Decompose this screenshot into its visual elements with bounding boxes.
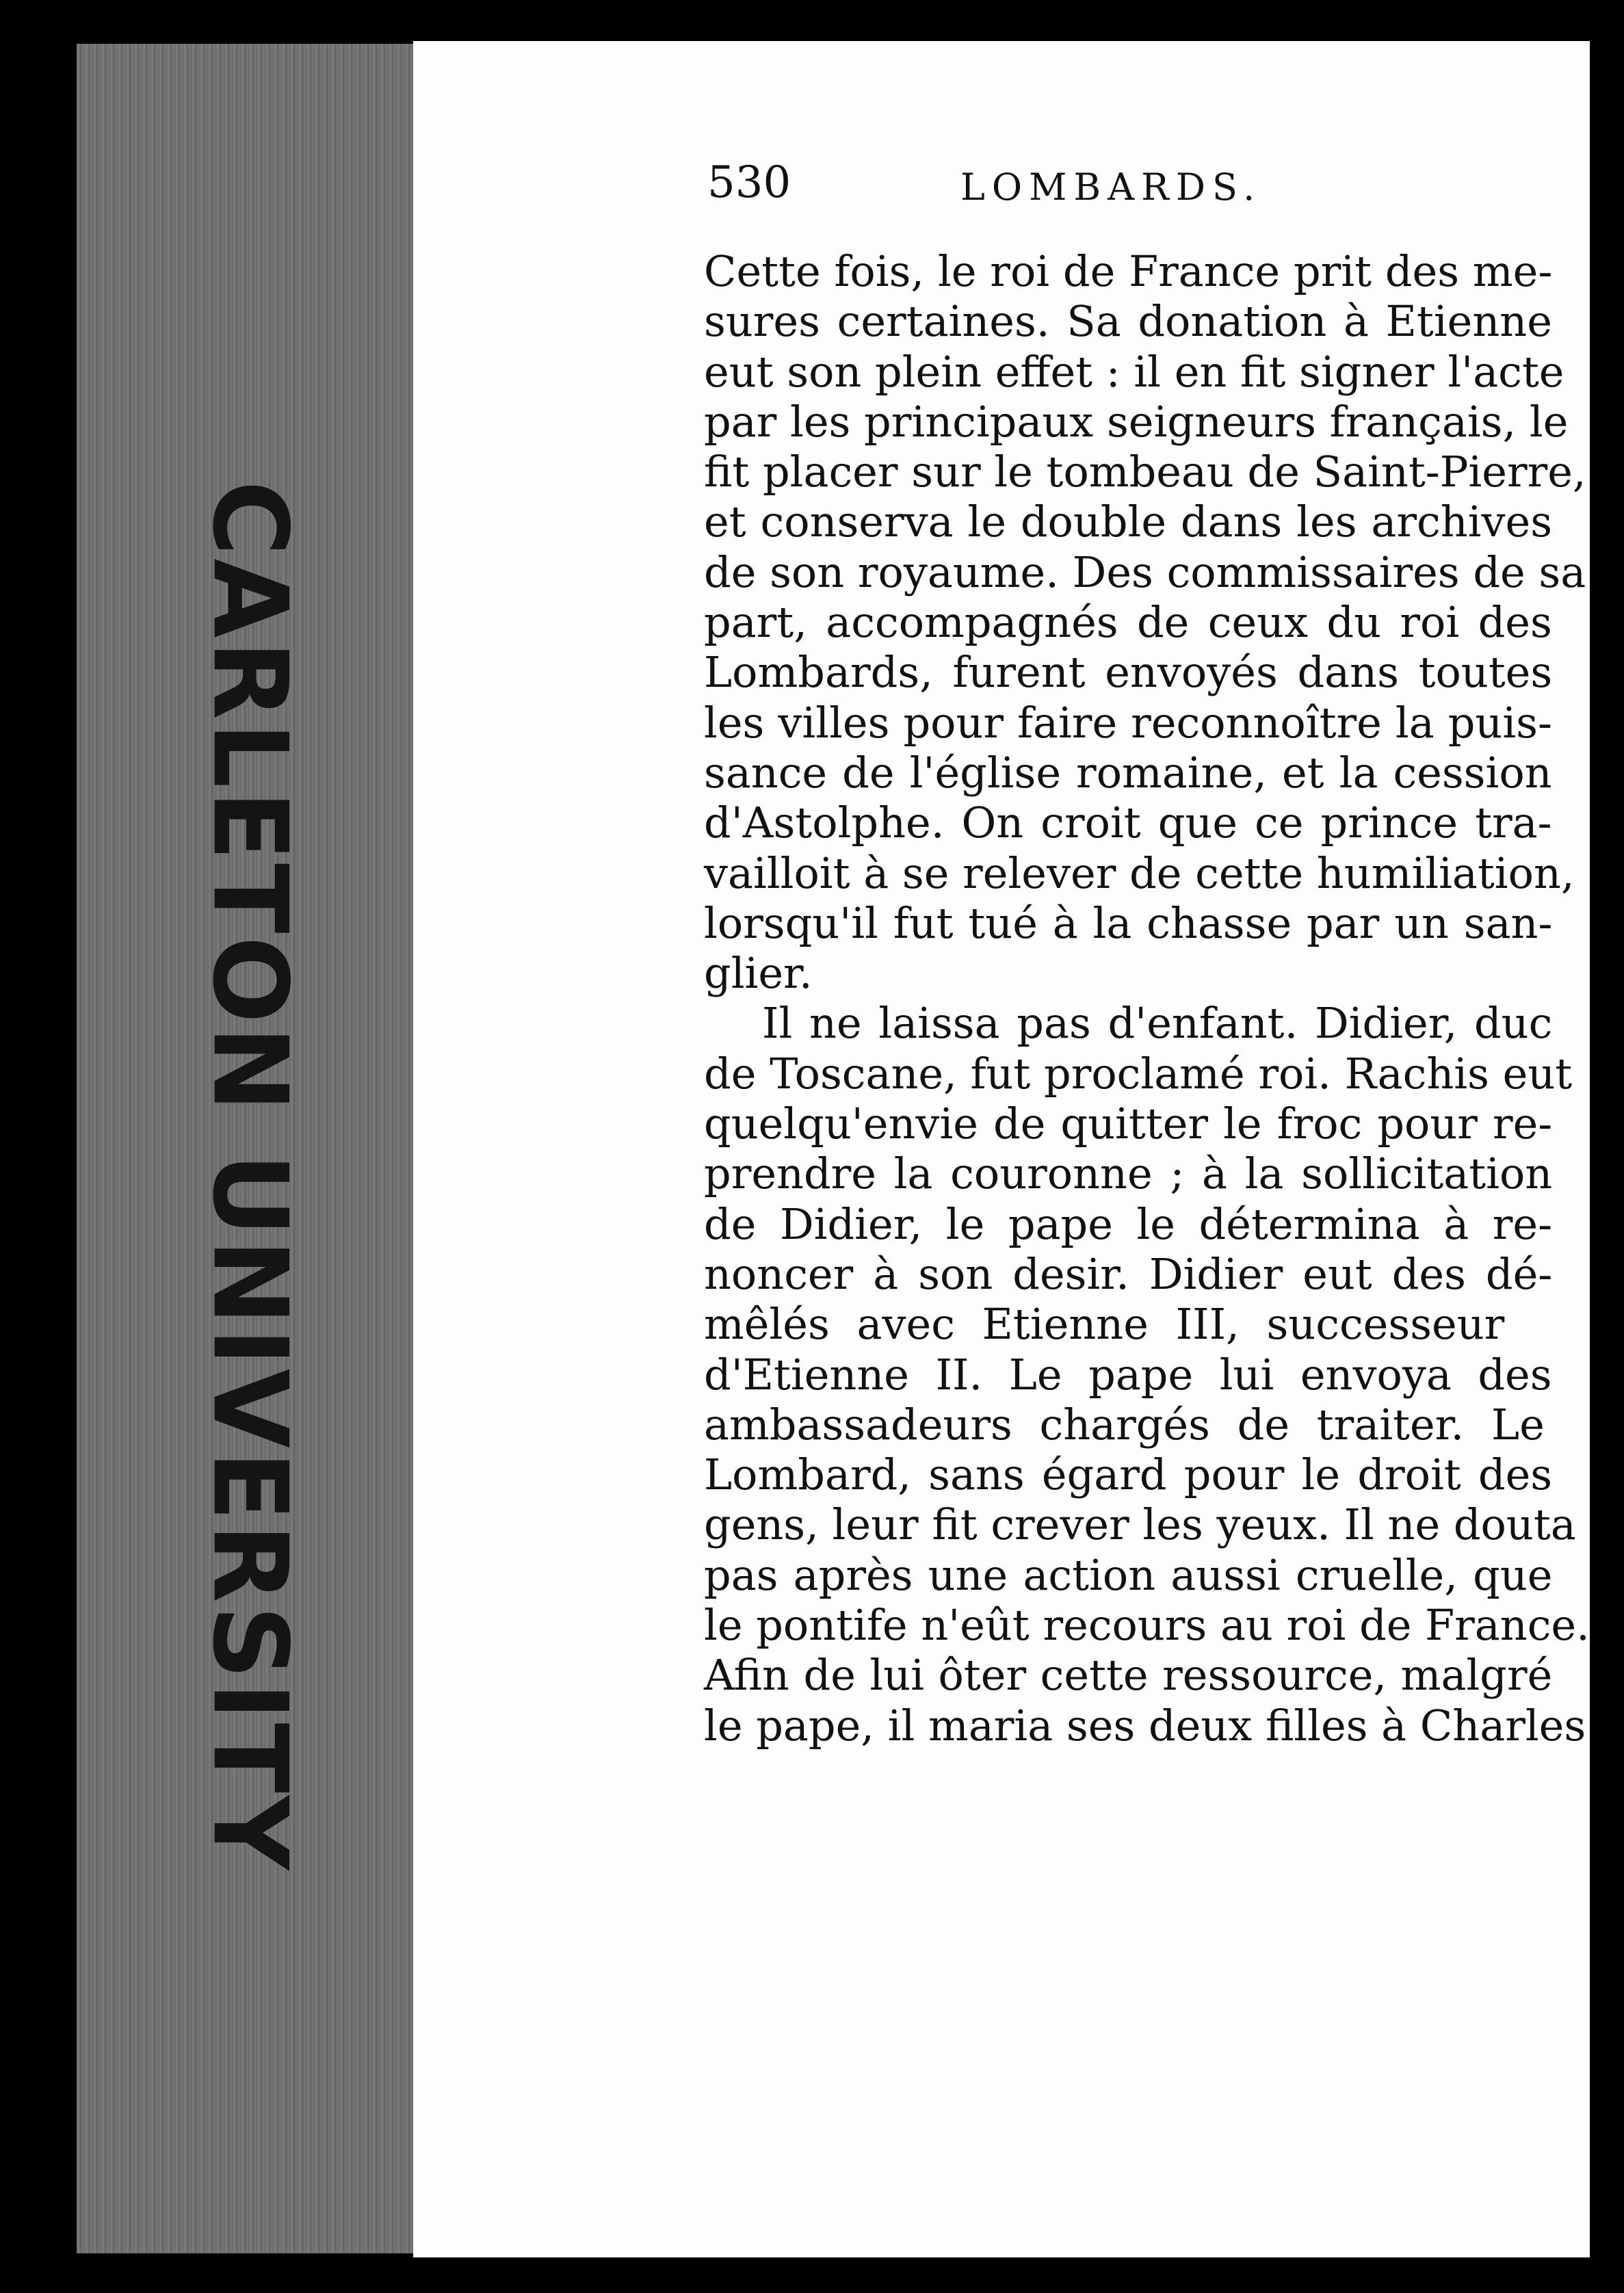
text-line: prendre la couronne ; à la sollicitation bbox=[704, 1149, 1553, 1199]
text-line: Afin de lui ôter cette ressource, malgré bbox=[704, 1650, 1553, 1701]
text-line: vailloit à se relever de cette humiliation, bbox=[704, 848, 1575, 898]
text-line: de Toscane, fut proclamé roi. Rachis eut bbox=[704, 1048, 1573, 1099]
text-line: de son royaume. Des commissaires de sa bbox=[704, 547, 1586, 597]
text-line: fit placer sur le tombeau de Saint-Pierre, bbox=[704, 447, 1586, 497]
text-line: gens, leur fit crever les yeux. Il ne douta bbox=[704, 1499, 1576, 1550]
page-body-text bbox=[704, 246, 1593, 1751]
text-line: le pape, il maria ses deux filles à Charles bbox=[704, 1700, 1586, 1751]
text-line: d'Etienne II. Le pape lui envoya des bbox=[704, 1349, 1552, 1400]
text-line: glier. bbox=[704, 948, 813, 999]
text-line: sance de l'église romaine, et la cession bbox=[704, 747, 1552, 798]
text-line: part, accompagnés de ceux du roi des bbox=[704, 597, 1552, 648]
text-line: pas après une action aussi cruelle, que bbox=[704, 1549, 1553, 1600]
text-line: les villes pour faire reconnoître la puis- bbox=[704, 697, 1552, 748]
text-line: d'Astolphe. On croit que ce prince tra- bbox=[704, 798, 1552, 848]
text-line: de Didier, le pape le détermina à re- bbox=[704, 1198, 1553, 1249]
text-line: noncer à son desir. Didier eut des dé- bbox=[704, 1248, 1553, 1299]
text-line: Cette fois, le roi de France prit des me- bbox=[704, 246, 1553, 296]
text-line: sures certaines. Sa donation à Etienne bbox=[704, 296, 1552, 347]
running-head: LOMBARDS. bbox=[960, 166, 1262, 209]
text-line: Lombard, sans égard pour le droit des bbox=[704, 1450, 1553, 1500]
text-line: lorsqu'il fut tué à la chasse par un san- bbox=[704, 897, 1553, 948]
page-header bbox=[707, 157, 1576, 239]
page-number: 530 bbox=[707, 157, 791, 208]
text-line: et conserva le double dans les archives bbox=[704, 497, 1553, 547]
library-stamp-text: CARLETON UNIVERSITY bbox=[190, 480, 309, 1873]
text-line: par les principaux seigneurs français, le bbox=[704, 396, 1569, 447]
text-line: Il ne laissa pas d'enfant. Didier, duc bbox=[762, 998, 1553, 1049]
text-line: quelqu'envie de quitter le froc pour re- bbox=[704, 1099, 1553, 1149]
library-stamp bbox=[190, 480, 309, 1873]
text-line: eut son plein effet : il en fit signer l'acte bbox=[704, 346, 1564, 397]
text-line: le pontife n'eût recours au roi de France. bbox=[704, 1600, 1590, 1651]
text-line: mêlés avec Etienne III, successeur bbox=[704, 1299, 1505, 1350]
book-page bbox=[413, 41, 1590, 2257]
text-line: Lombards, furent envoyés dans toutes bbox=[704, 647, 1553, 698]
text-line: ambassadeurs chargés de traiter. Le bbox=[704, 1399, 1545, 1450]
